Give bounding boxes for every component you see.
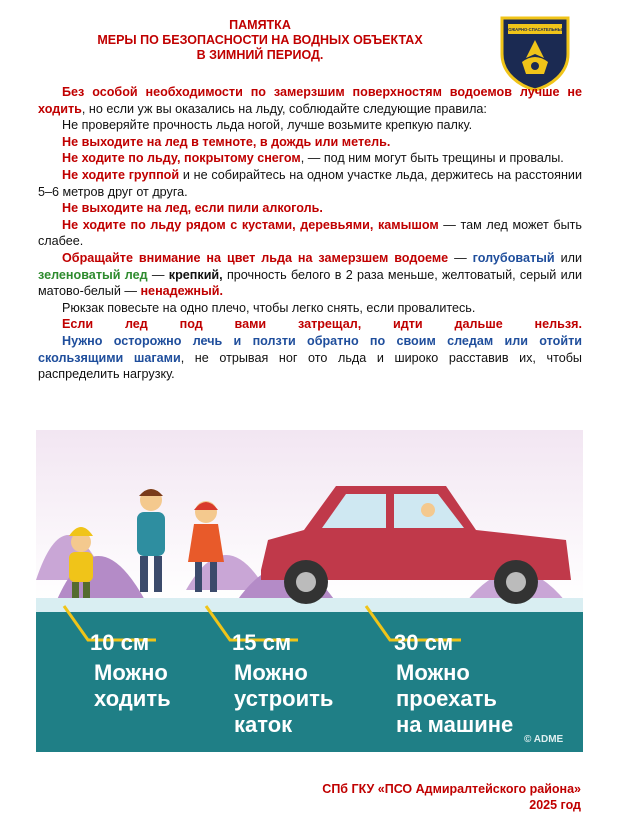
ice-thickness-illustration xyxy=(36,430,583,752)
skate-line-1: Можно xyxy=(234,660,308,685)
label-30cm: 30 см xyxy=(394,630,454,655)
ice-greenish: зеленоватый лед xyxy=(38,267,148,282)
rule-7-dash: — xyxy=(448,250,473,265)
rule-4-warning: Не ходите группой xyxy=(62,167,180,182)
rule-3-warning: Не ходите по льду, покрытому снегом xyxy=(62,151,301,166)
rule-6 xyxy=(38,217,582,250)
ice-bluish: голубоватый xyxy=(472,250,555,265)
rule-7-dash-2: — xyxy=(147,267,169,282)
intro-text: , но если уж вы оказались на льду, соблюдайте следующие правила: xyxy=(81,101,487,116)
ice-weak: ненадежный. xyxy=(140,284,224,299)
rule-4-text: и не собирайтесь на одном участке льда, держитесь на расстоянии 5–6 метров друг от друга. xyxy=(38,167,582,199)
rule-10 xyxy=(38,333,582,383)
rule-3-text: , — под ним могут быть трещины и провалы. xyxy=(300,151,564,166)
rule-3 xyxy=(38,150,582,167)
title-line-3: В ЗИМНИЙ ПЕРИОД. xyxy=(196,48,324,62)
rule-7-or: или xyxy=(554,250,583,265)
walk-line-2: ходить xyxy=(94,686,171,711)
drive-line-3: на машине xyxy=(396,712,514,737)
rule-4 xyxy=(38,167,582,200)
rule-10-instruction: Нужно осторожно лечь и ползти обратно по своим следам или отойти скользящими шагами xyxy=(38,333,582,365)
rule-6-warning: Не ходите по льду рядом с кустами, деревьями, камышом xyxy=(62,217,439,232)
rules-text xyxy=(38,84,582,383)
label-10cm: 10 см xyxy=(90,630,150,655)
rule-10-text: , не отрывая ног ото льда и широко расставив их, чтобы распределить нагрузку. xyxy=(38,350,582,382)
footer xyxy=(322,781,581,813)
rule-8: Рюкзак повесьте на одно плечо, чтобы легко снять, если провалитесь. xyxy=(62,300,476,315)
footer-org: СПб ГКУ «ПСО Адмиралтейского района» xyxy=(322,782,581,796)
page-title xyxy=(40,18,480,63)
drive-line-1: Можно xyxy=(396,660,470,685)
svg-text:ПОЖАРНО-СПАСАТЕЛЬНЫЙ: ПОЖАРНО-СПАСАТЕЛЬНЫЙ xyxy=(505,27,565,32)
ice-strong: крепкий, xyxy=(168,267,223,282)
skate-line-3: каток xyxy=(234,712,293,737)
footer-year: 2025 год xyxy=(529,798,581,812)
rescue-unit-emblem xyxy=(498,14,572,92)
intro-warning: Без особой необходимости по замерзшим поверхностям водоемов лучше не ходить xyxy=(38,85,582,116)
rule-7-warning: Обращайте внимание на цвет льда на замерзшем водоеме xyxy=(62,250,449,265)
rule-2: Не выходите на лед в темноте, в дождь или метель. xyxy=(62,134,391,149)
walk-line-1: Можно xyxy=(94,660,168,685)
image-credit: © ADME xyxy=(524,734,564,745)
drive-line-2: проехать xyxy=(396,686,497,711)
title-line-2: МЕРЫ ПО БЕЗОПАСНОСТИ НА ВОДНЫХ ОБЪЕКТАХ xyxy=(97,33,423,47)
rule-1: Не проверяйте прочность льда ногой, лучше возьмите крепкую палку. xyxy=(62,118,473,133)
intro-paragraph xyxy=(38,84,582,117)
skate-line-2: устроить xyxy=(234,686,334,711)
rule-7 xyxy=(38,250,582,300)
rule-6-text: — там лед может быть слабее. xyxy=(38,217,582,249)
label-15cm: 15 см xyxy=(232,630,292,655)
title-line-1: ПАМЯТКА xyxy=(229,18,291,32)
rule-7-text: прочность белого в 2 раза меньше, желтоватый, серый или матово-белый — xyxy=(38,267,583,299)
rule-9: Если лед под вами затрещал, идти дальше нельзя. xyxy=(62,317,582,332)
rule-5: Не выходите на лед, если пили алкоголь. xyxy=(62,201,323,216)
